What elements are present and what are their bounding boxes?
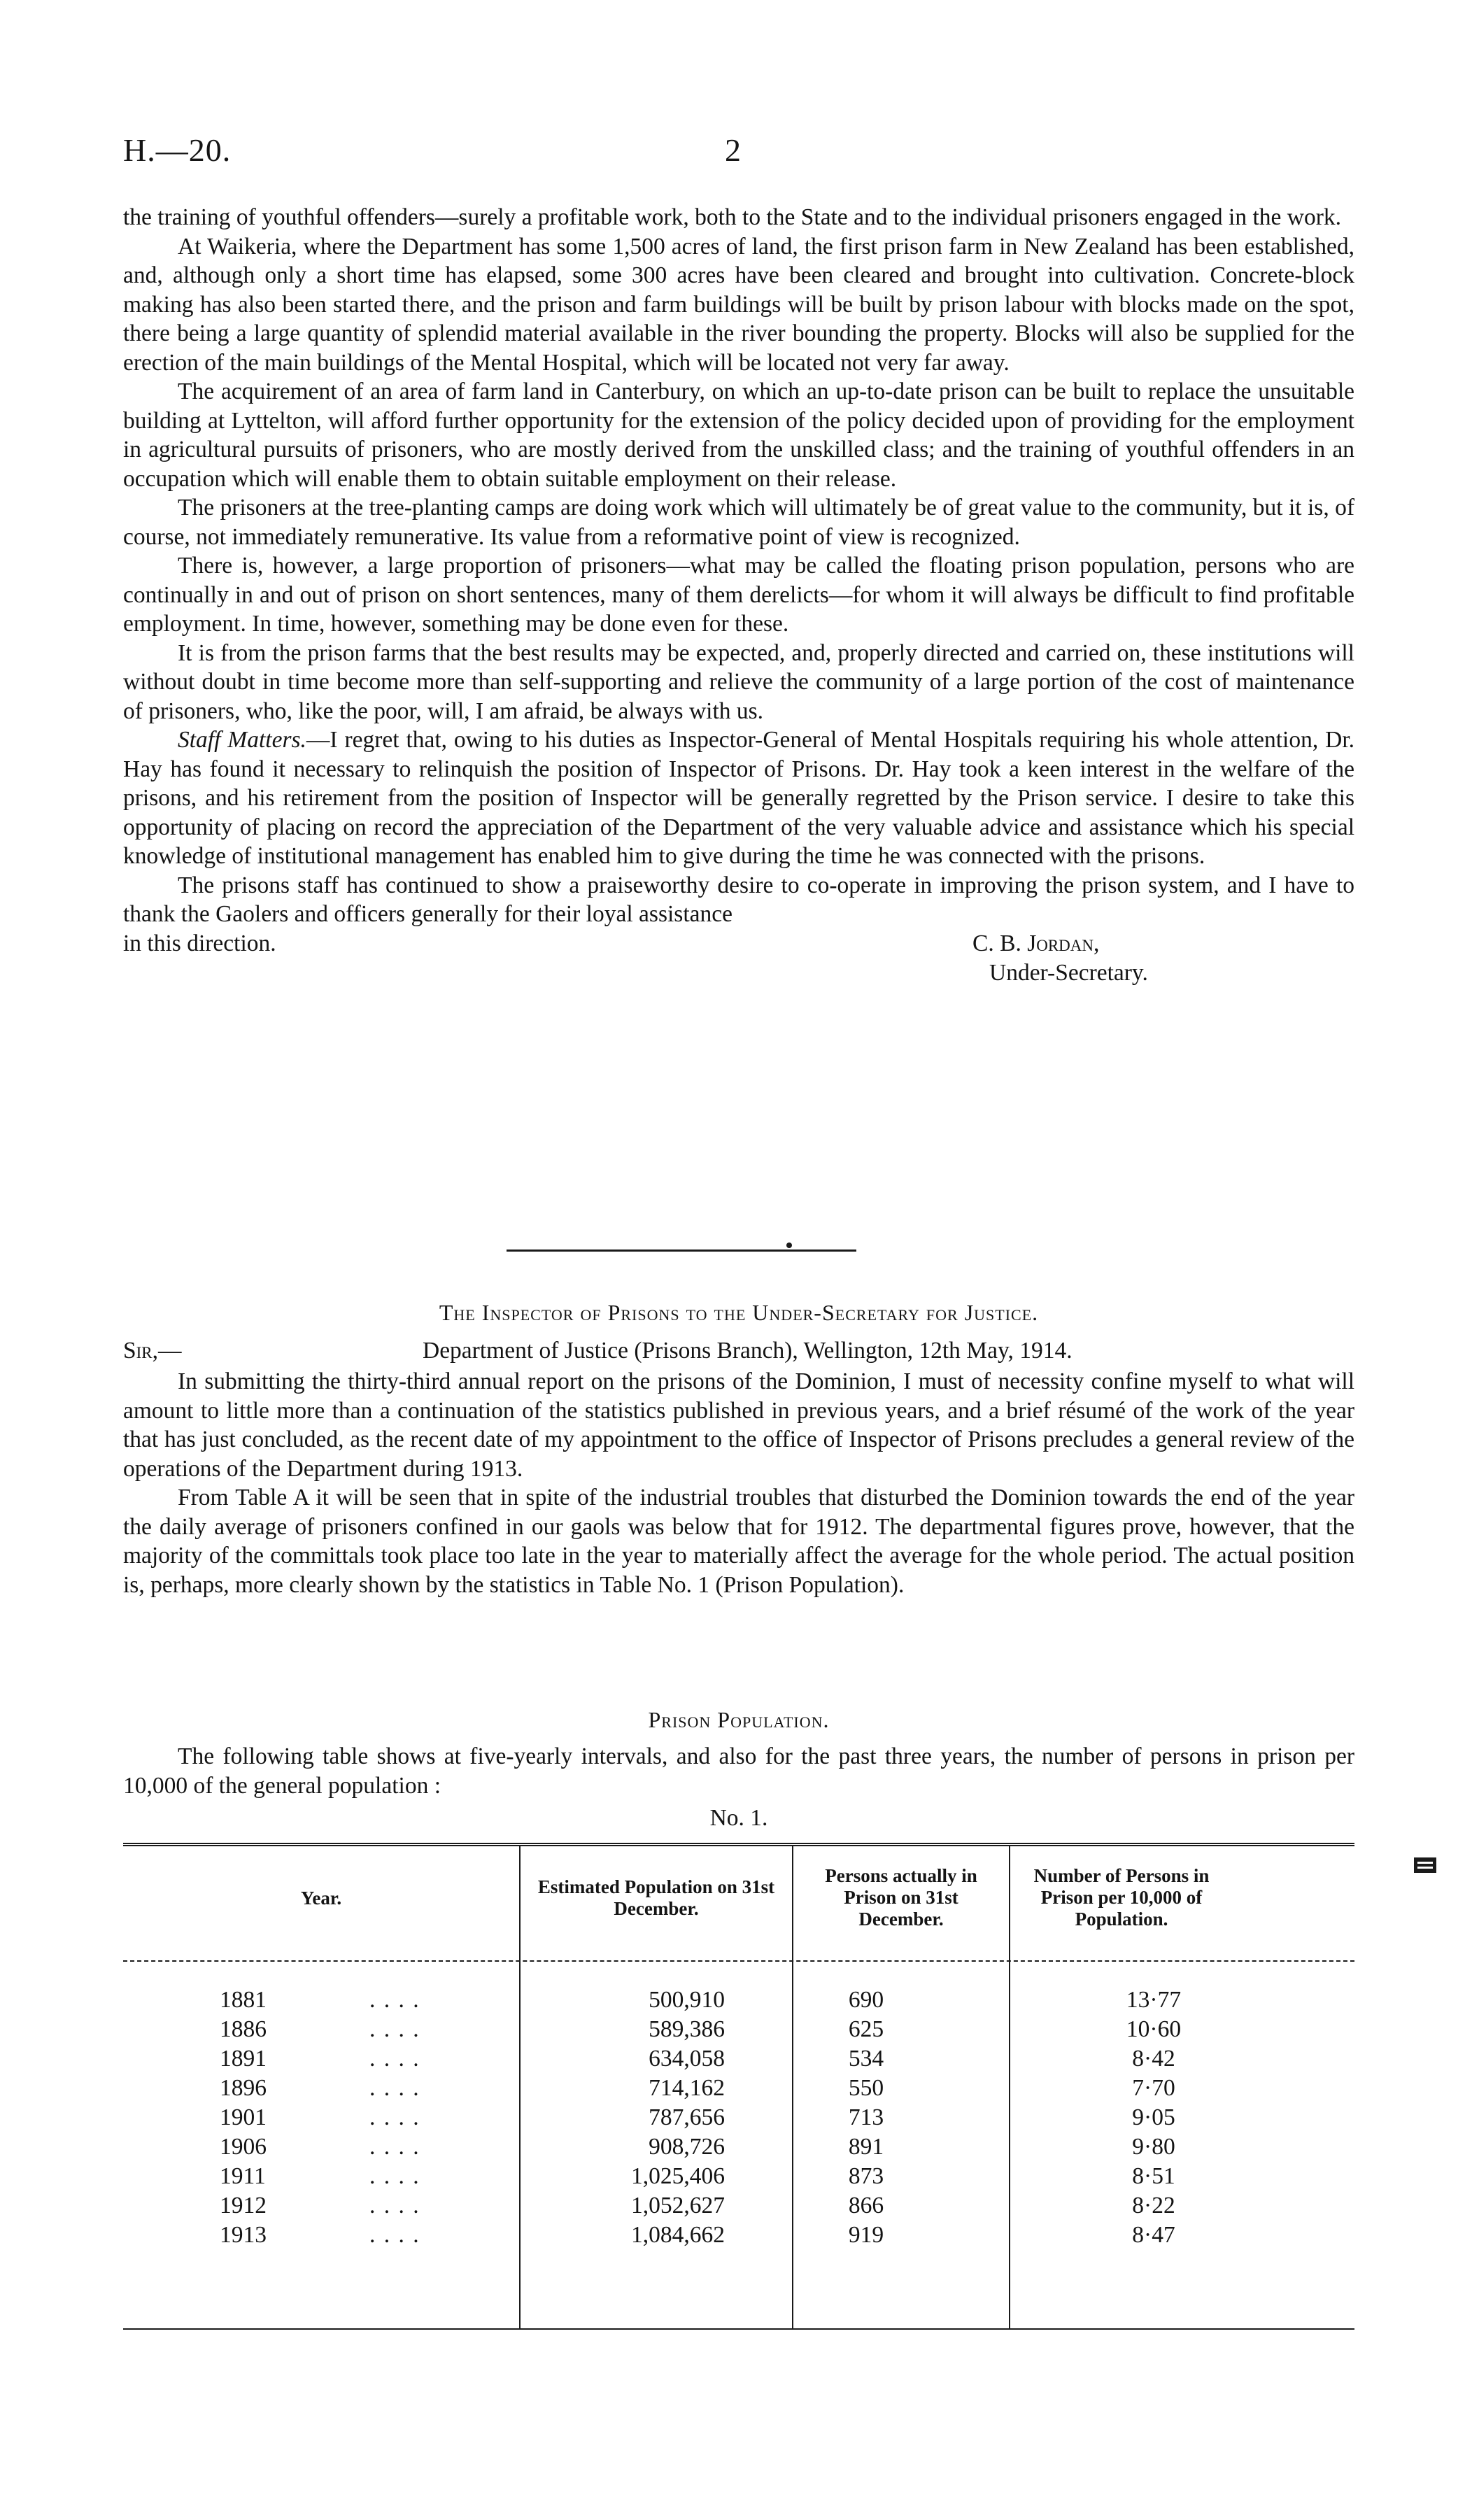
signature-name: C. B. Jordan, <box>972 930 1100 956</box>
table-row <box>123 2163 1354 2193</box>
cell-per-10000: 13·77 <box>1126 1987 1182 2013</box>
dateline: Department of Justice (Prisons Branch), Wellington, 12th May, 1914. <box>423 1338 1073 1364</box>
cell-year: 1896 <box>220 2075 267 2101</box>
header-estimated-population: Estimated Population on 31st December. <box>537 1876 775 1919</box>
cell-year: 1906 <box>220 2134 267 2160</box>
report-body-top <box>123 203 1354 988</box>
cell-year: 1886 <box>220 2016 267 2042</box>
table-row <box>123 2046 1354 2075</box>
paragraph-floating-population: There is, however, a large proportion of prisoners—what may be called the floating prison population, persons who are continually in and out of prison on short sentences, many of them derelicts—for whom it will always be difficult to find profitable employment. In time, however, something may be done even for these. <box>123 553 1354 637</box>
leader-dots: . . . . <box>369 2104 420 2130</box>
leader-dots: . . . . <box>369 2134 420 2160</box>
letter-body <box>123 1367 1354 1599</box>
cell-year: 1891 <box>220 2046 267 2072</box>
cell-per-10000: 9·80 <box>1132 2134 1175 2160</box>
cell-per-10000: 8·47 <box>1132 2222 1175 2248</box>
cell-persons: 550 <box>848 2075 884 2101</box>
cell-year: 1901 <box>220 2104 267 2130</box>
prison-population-table <box>123 1843 1354 2333</box>
table-row <box>123 2104 1354 2134</box>
section-divider <box>507 1250 856 1252</box>
leader-dots: . . . . <box>369 2193 420 2218</box>
header-year: Year. <box>300 1888 342 1909</box>
staff-matters-heading: Staff Matters. <box>178 727 306 753</box>
paragraph-canterbury: The acquirement of an area of farm land in Canterbury, on which an up-to-date prison can be built to replace the unsuitable building at Lyttelton, will afford further opportunity for the extension of the policy decided upon of providing for the employment in agricultural pursuits of prisoners, who are mostly derived from the unskilled class; and the training of youthful offenders in an occupation which will enable them to obtain suitable employment on their release. <box>123 378 1354 492</box>
cell-estimated: 908,726 <box>649 2134 725 2160</box>
paragraph-prisons-staff: The prisons staff has continued to show a praiseworthy desire to co-operate in improving the prison system, and I have to thank the Gaolers and officers generally for their loyal assistance <box>123 872 1354 927</box>
leader-dots: . . . . <box>369 2163 420 2189</box>
table-row <box>123 2222 1354 2251</box>
cell-per-10000: 9·05 <box>1132 2104 1175 2130</box>
cell-estimated: 1,052,627 <box>631 2193 725 2218</box>
paragraph-tree-planting: The prisoners at the tree-planting camps are doing work which will ultimately be of great value to the community, but it is, of course, not immediately remunerative. Its value from a reformative point of view is recognized. <box>123 495 1354 550</box>
cell-persons: 866 <box>848 2193 884 2218</box>
cell-per-10000: 7·70 <box>1132 2075 1175 2101</box>
signoff <box>123 929 1354 988</box>
cell-estimated: 787,656 <box>649 2104 725 2130</box>
cell-estimated: 500,910 <box>649 1987 725 2013</box>
cell-persons: 713 <box>848 2104 884 2130</box>
table-row <box>123 2193 1354 2222</box>
cell-year: 1911 <box>220 2163 266 2189</box>
paragraph-table-a: From Table A it will be seen that in spite of the industrial troubles that disturbed the Dominion towards the end of the year the daily average of prisoners confined in our gaols was below that for 1912. The departmental figures prove, however, that the majority of the committals took place too late in the year to materially affect the average for the whole period. The actual position is, perhaps, more clearly shown by the statistics in Table No. 1 (Prison Population). <box>123 1485 1354 1598</box>
cell-persons: 873 <box>848 2163 884 2189</box>
document-reference: H.—20. <box>123 132 232 168</box>
table-row <box>123 2016 1354 2046</box>
cell-year: 1881 <box>220 1987 267 2013</box>
leader-dots: . . . . <box>369 2016 420 2042</box>
paragraph-staff-matters <box>123 725 1354 871</box>
cell-per-10000: 10·60 <box>1126 2016 1182 2042</box>
table-row <box>123 2075 1354 2104</box>
cell-estimated: 1,025,406 <box>631 2163 725 2189</box>
table-bottom-rule <box>123 2328 1354 2330</box>
paragraph-submitting: In submitting the thirty-third annual report on the prisons of the Dominion, I must of necessity confine myself to what will amount to little more than a continuation of the statistics published in previous years, and a brief résumé of the work of the year that has just concluded, as the recent date of my appointment to the office of Inspector of Prisons precludes a general review of the operations of the Department during 1913. <box>123 1368 1354 1482</box>
paragraph-table-intro: The following table shows at five-yearly intervals, and also for the past three years, the number of persons in prison per 10,000 of the general population : <box>123 1743 1354 1799</box>
closing-last-line: in this direction. <box>123 930 276 956</box>
header-underline <box>123 1960 1354 1962</box>
header-persons-in-prison: Persons actually in Prison on 31st December. <box>825 1865 977 1930</box>
letter-heading: The Inspector of Prisons to the Under-Secretary for Justice. <box>439 1300 1039 1325</box>
header-per-10000: Number of Persons in Prison per 10,000 of Population. <box>1033 1865 1210 1930</box>
page-header <box>123 125 1354 180</box>
table-row <box>123 2134 1354 2163</box>
signature-title: Under-Secretary. <box>989 959 1148 986</box>
table-top-rule-inner <box>123 1845 1354 1846</box>
section-divider-dot <box>786 1243 792 1248</box>
prison-population-heading: Prison Population. <box>648 1707 830 1732</box>
leader-dots: . . . . <box>369 2222 420 2248</box>
cell-persons: 534 <box>848 2046 884 2072</box>
paragraph-prison-farms: It is from the prison farms that the best results may be expected, and, properly directed and carried on, these institutions will without doubt in time become more than self-supporting and relieve the community of a large portion of the cost of maintenance of prisoners, who, like the poor, will, I am afraid, be always with us. <box>123 639 1354 724</box>
table-top-rule <box>123 1843 1354 1844</box>
cell-per-10000: 8·42 <box>1132 2046 1175 2072</box>
leader-dots: . . . . <box>369 1987 420 2013</box>
letter-dateline-row <box>123 1338 1354 1368</box>
cell-estimated: 589,386 <box>649 2016 725 2042</box>
cell-year: 1913 <box>220 2222 267 2248</box>
cell-persons: 919 <box>848 2222 884 2248</box>
cell-year: 1912 <box>220 2193 267 2218</box>
cell-estimated: 714,162 <box>649 2075 725 2101</box>
prison-population-intro <box>123 1742 1354 1800</box>
staff-matters-text: —I regret that, owing to his duties as Inspector-General of Mental Hospitals requiring his whole attention, Dr. Hay has found it necessary to relinquish the position of Inspector of Prisons. Dr. Hay took a keen interest in the welfare of the prisons, and his retirement from the position of Inspector will be generally regretted by the Prison service. I desire to take this opportunity of placing on record the appreciation of the Department of the very valuable advice and assistance which his special knowledge of institutional management has enabled him to give during the time he was connected with the prisons. <box>123 727 1355 869</box>
cell-estimated: 1,084,662 <box>631 2222 725 2248</box>
paragraph-youthful-offenders: the training of youthful offenders—surely a profitable work, both to the State and to the individual prisoners engaged in the work. <box>123 204 1341 230</box>
cell-per-10000: 8·51 <box>1132 2163 1175 2189</box>
table-row <box>123 1987 1354 2016</box>
cell-persons: 891 <box>848 2134 884 2160</box>
table-number: No. 1. <box>709 1805 768 1831</box>
cell-per-10000: 8·22 <box>1132 2193 1175 2218</box>
salutation: Sir,— <box>123 1338 182 1364</box>
cell-persons: 625 <box>848 2016 884 2042</box>
table-marker-icon <box>1413 1857 1437 1874</box>
page-number: 2 <box>725 132 741 168</box>
leader-dots: . . . . <box>369 2046 420 2072</box>
cell-estimated: 634,058 <box>649 2046 725 2072</box>
cell-persons: 690 <box>848 1987 884 2013</box>
paragraph-waikeria: At Waikeria, where the Department has some 1,500 acres of land, the first prison farm in New Zealand has been established, and, although only a short time has elapsed, some 300 acres have been cleared and brought into cultivation. Concrete-block making has also been started there, and the prison and farm buildings will be built by prison labour with blocks made on the spot, there being a large quantity of splendid material available in the river bounding the property. Blocks will also be supplied for the erection of the main buildings of the Mental Hospital, which will be located not very far away. <box>123 233 1354 376</box>
leader-dots: . . . . <box>369 2075 420 2101</box>
